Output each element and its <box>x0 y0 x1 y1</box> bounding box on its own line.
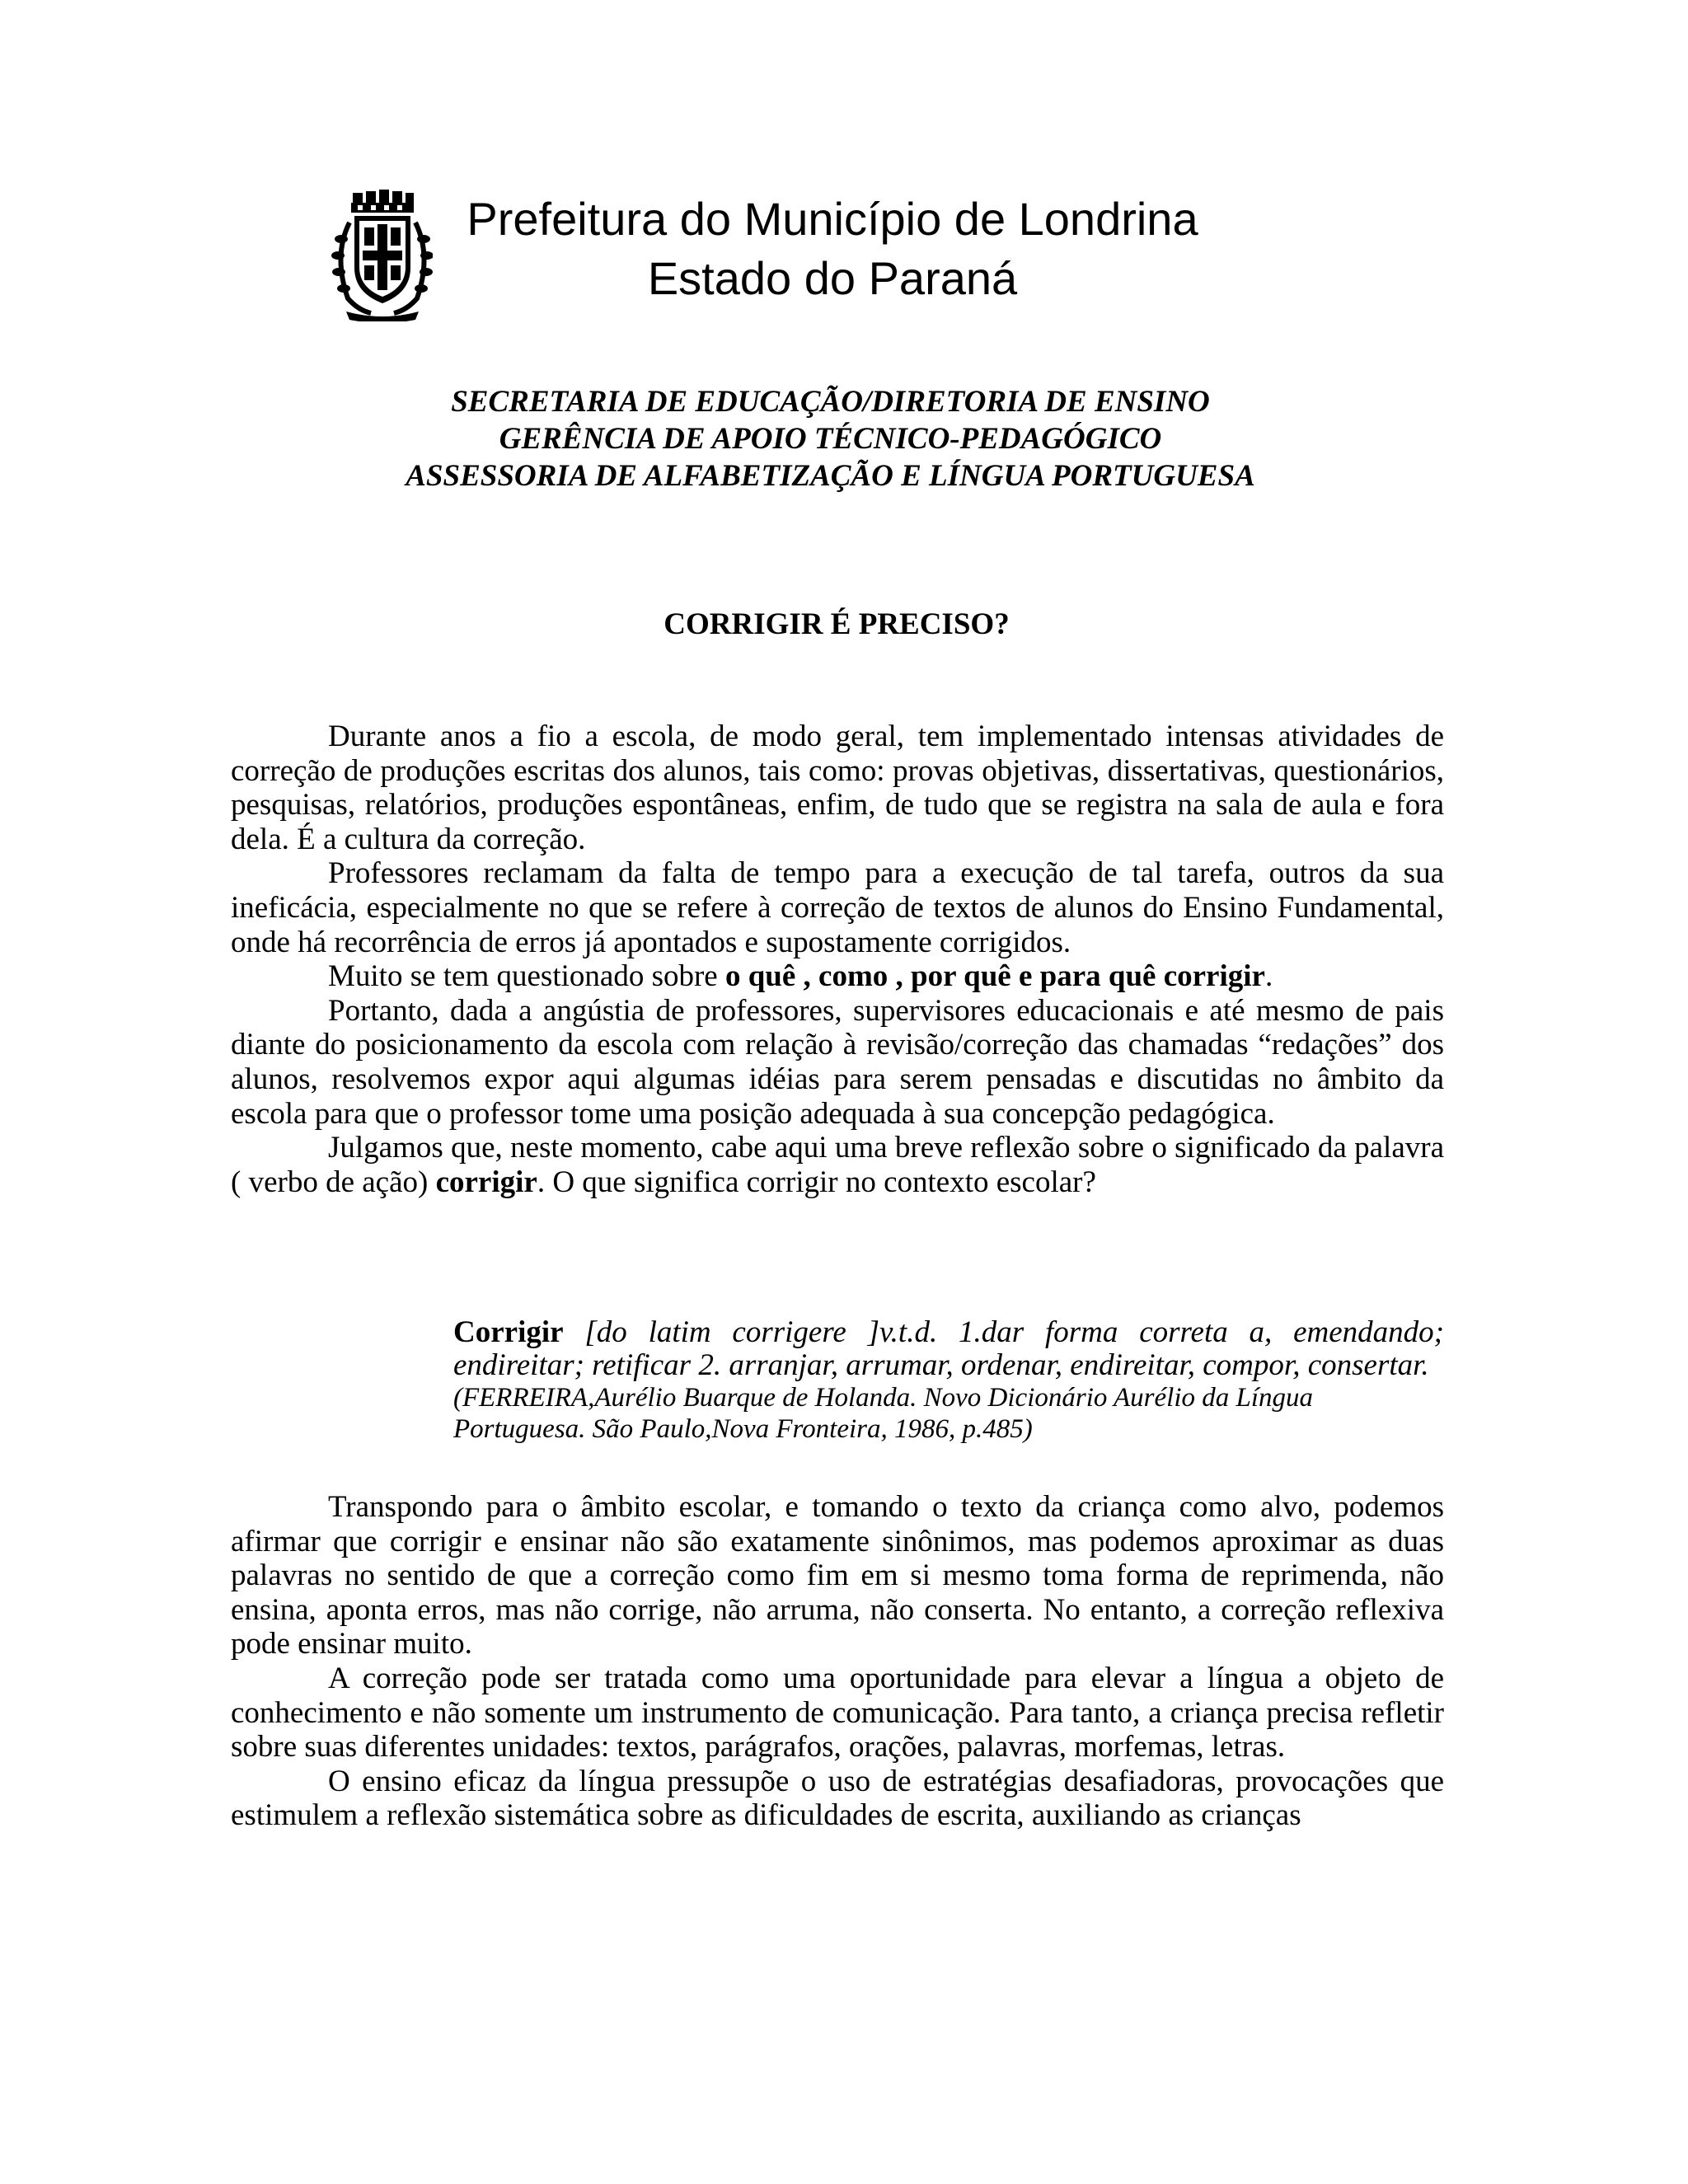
paragraph: Julgamos que, neste momento, cabe aqui uma breve reflexão sobre o significado da palavra ( verbo de ação) corrigir. O que significa corrigir no contexto escolar? <box>231 1131 1444 1199</box>
department-line: SECRETARIA DE EDUCAÇÃO/DIRETORIA DE ENSINO <box>451 385 1210 419</box>
body-block-2 <box>231 1490 1444 1833</box>
document-title: CORRIGIR É PRECISO? <box>663 607 1010 641</box>
letterhead-text <box>453 190 1212 308</box>
body-block-1 <box>231 719 1444 1199</box>
quote-definition: Corrigir [do latim corrigere ]v.t.d. 1.dar forma correta a, emendando; endireitar; retificar 2. arranjar, arrumar, ordenar, endireitar, compor, consertar. <box>453 1315 1444 1382</box>
quote-reference: (FERREIRA,Aurélio Buarque de Holanda. Novo Dicionário Aurélio da Língua Portuguesa. São Paulo,Nova Fronteira, 1986, p.485) <box>453 1383 1314 1444</box>
municipal-coat-of-arms-icon <box>330 190 433 321</box>
department-line: GERÊNCIA DE APOIO TÉCNICO-PEDAGÓGICO <box>499 422 1162 456</box>
paragraph: O ensino eficaz da língua pressupõe o uso de estratégias desafiadoras, provocações que estimulem a reflexão sistemática sobre as dificuldades de escrita, auxiliando as crianças <box>231 1764 1444 1833</box>
dictionary-quote <box>453 1316 1444 1445</box>
paragraph: Transpondo para o âmbito escolar, e tomando o texto da criança como alvo, podemos afirmar que corrigir e ensinar não são exatamente sinônimos, mas podemos aproximar as duas palavras no sentido de que a correção como fim em si mesmo toma forma de reprimenda, não ensina, aponta erros, mas não corrige, não arruma, não conserta. No entanto, a correção reflexiva pode ensinar muito. <box>231 1490 1444 1661</box>
bold-phrase: o quê , como , por quê e para quê corrigir <box>724 959 1265 994</box>
department-lines <box>0 383 1661 494</box>
paragraph: A correção pode ser tratada como uma oportunidade para elevar a língua a objeto de conhecimento e não somente um instrumento de comunicação. Para tanto, a criança precisa refletir sobre suas diferentes unidades: textos, parágrafos, orações, palavras, morfemas, letras. <box>231 1661 1444 1765</box>
quote-term: Corrigir <box>453 1315 564 1349</box>
department-line: ASSESSORIA DE ALFABETIZAÇÃO E LÍNGUA PORTUGUESA <box>406 459 1255 493</box>
paragraph: Portanto, dada a angústia de professores, supervisores educacionais e até mesmo de pais diante do posicionamento da escola com relação à revisão/correção das chamadas “redações” dos alunos, resolvemos expor aqui algumas idéias para serem pensadas e discutidas no âmbito da escola para que o professor tome uma posição adequada à sua concepção pedagógica. <box>231 993 1444 1131</box>
municipality-name: Prefeitura do Município de Londrina <box>467 193 1198 245</box>
paragraph: Muito se tem questionado sobre o quê , como , por quê e para quê corrigir. <box>328 959 1273 994</box>
paragraph: Durante anos a fio a escola, de modo geral, tem implementado intensas atividades de correção de produções escritas dos alunos, tais como: provas objetivas, dissertativas, questionários, pesquisas, relatórios, produções espontâneas, enfim, de tudo que se registra na sala de aula e fora dela. É a cultura da correção. <box>231 719 1444 856</box>
state-name: Estado do Paraná <box>647 252 1018 304</box>
letterhead <box>330 190 1319 321</box>
bold-word: corrigir <box>435 1165 537 1199</box>
paragraph: Professores reclamam da falta de tempo para a execução de tal tarefa, outros da sua ineficácia, especialmente no que se refere à correção de textos de alunos do Ensino Fundamental, onde há recorrência de erros já apontados e supostamente corrigidos. <box>231 856 1444 959</box>
